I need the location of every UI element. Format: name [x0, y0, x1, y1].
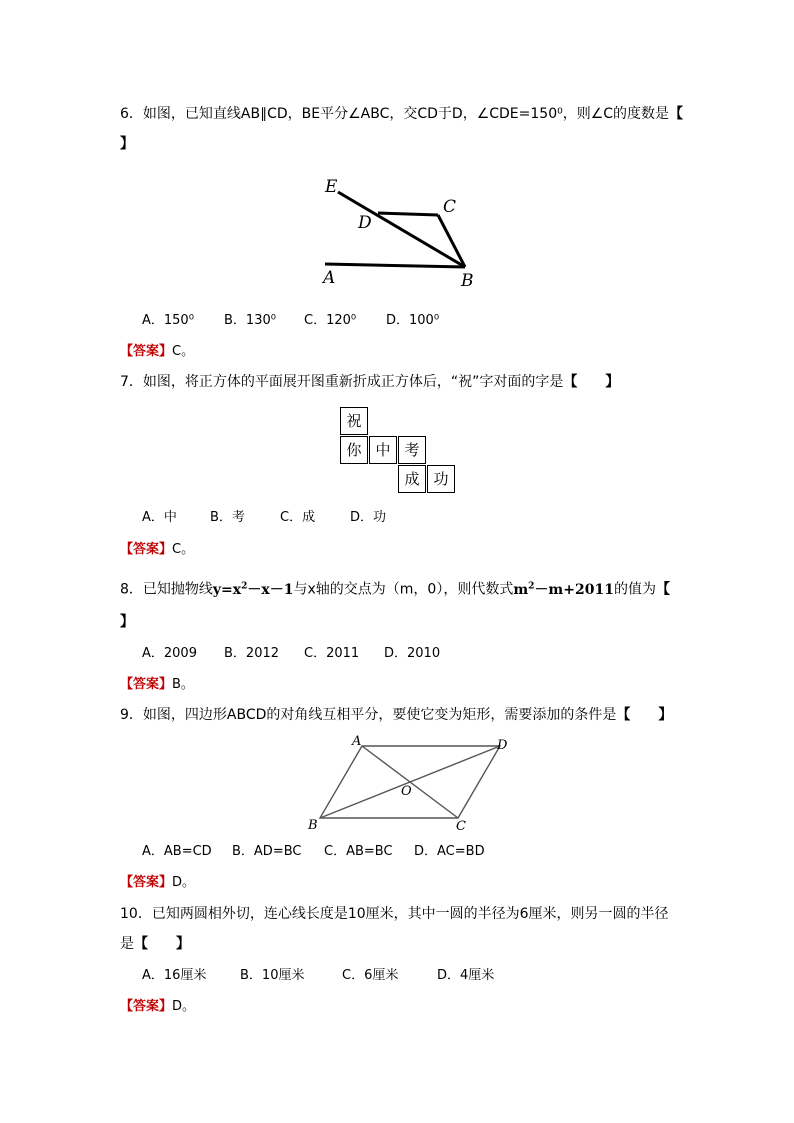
q6-options [142, 312, 439, 330]
q8-equation-expression [513, 582, 614, 598]
q9-answer [120, 874, 195, 892]
q8-eq-part: －m+2011 [534, 581, 614, 598]
q8-eq-exp: 2 [528, 581, 535, 591]
q7-net-cell: 祝 [340, 407, 368, 435]
q8-stem-b: 与x轴的交点为（m，0），则代数式 [293, 581, 514, 598]
q8-options [142, 645, 440, 663]
q7-answer-value: C。 [172, 542, 195, 557]
q8-bracket-open: 【 [655, 581, 670, 598]
q7-answer-tag: 【答案】 [120, 542, 173, 557]
q6-stem: 6．如图，已知直线AB∥CD，BE平分∠ABC，交CD于D，∠CDE=150⁰，则∠C的度数是 [120, 106, 670, 122]
q7-options [142, 509, 386, 527]
q8-answer-tag: 【答案】 [120, 677, 173, 692]
q8-option-c: C．2011 [304, 646, 360, 661]
q10-answer-value: D。 [172, 999, 196, 1014]
q10-stem-end: 是 [120, 936, 134, 952]
q7-bracket: 【 】 [563, 374, 620, 390]
q8-option-a: A．2009 [142, 646, 197, 661]
q7-stem-line [120, 372, 619, 392]
q9-bracket: 【 】 [616, 707, 673, 723]
q9-option-c: C．AB=BC [324, 844, 393, 859]
q8-eq-exp: 2 [241, 581, 248, 591]
q10-answer-tag: 【答案】 [120, 999, 173, 1014]
q6-stem-line [120, 104, 683, 124]
q6-label-b: B [461, 271, 474, 291]
q6-option-a: A．150⁰ [142, 313, 194, 328]
q8-bracket-close: 】 [120, 614, 134, 630]
q9-answer-value: D。 [172, 875, 196, 890]
q9-options [142, 843, 485, 861]
q7-net-cell: 考 [398, 436, 426, 464]
q7-net-cell: 成 [398, 465, 426, 493]
q10-answer [120, 998, 195, 1016]
q8-option-b: B．2012 [224, 646, 280, 661]
q6-answer-tag: 【答案】 [120, 344, 173, 359]
q6-label-c: C [443, 197, 457, 217]
q8-stem-line [120, 576, 670, 600]
q8-eq-part: y=x [212, 581, 242, 598]
q10-options [142, 967, 494, 985]
q6-option-d: D．100⁰ [386, 313, 440, 328]
q7-answer [120, 541, 194, 559]
q6-answer-value: C。 [172, 344, 195, 359]
q8-answer-value: B。 [172, 677, 194, 692]
q7-net-cell: 功 [427, 465, 455, 493]
q6-line-ab [325, 264, 465, 267]
q6-label-a: A [323, 268, 336, 288]
q6-answer [120, 343, 194, 361]
q6-option-c: C．120⁰ [304, 313, 357, 328]
q9-diagonal-bd [320, 746, 500, 818]
q9-label-c: C [456, 819, 466, 834]
q7-option-c: C．成 [280, 510, 316, 525]
q9-figure [300, 732, 520, 836]
q9-option-d: D．AC=BD [414, 844, 485, 859]
q9-label-a: A [352, 734, 362, 749]
q6-line-dc [378, 213, 438, 215]
q7-cube-net [340, 407, 458, 495]
q8-answer [120, 676, 194, 694]
q9-option-a: A．AB=CD [142, 844, 212, 859]
q7-net-cell: 中 [369, 436, 397, 464]
q6-option-b: B．130⁰ [224, 313, 276, 328]
q9-label-d: D [497, 738, 508, 753]
q9-label-o: O [401, 784, 412, 799]
q8-equation-parabola [213, 582, 294, 598]
q7-stem: 7．如图，将正方体的平面展开图重新折成正方体后，“祝”字对面的字是 [120, 374, 564, 390]
q10-option-d: D．4厘米 [437, 968, 495, 983]
q9-option-b: B．AD=BC [232, 844, 302, 859]
q7-option-d: D．功 [350, 510, 387, 525]
q6-label-e: E [325, 177, 338, 197]
q6-label-d: D [358, 213, 372, 233]
q7-option-a: A．中 [142, 510, 177, 525]
q6-bracket-close: 】 [120, 136, 134, 152]
q9-stem: 9．如图，四边形ABCD的对角线互相平分，要使它变为矩形，需要添加的条件是 [120, 707, 617, 723]
q7-net-cell: 你 [340, 436, 368, 464]
q10-option-b: B．10厘米 [240, 968, 305, 983]
q9-label-b: B [308, 818, 318, 833]
q10-option-a: A．16厘米 [142, 968, 207, 983]
q8-eq-part: －x－1 [247, 581, 294, 598]
q8-stem-c: 的值为 [613, 581, 656, 598]
q10-bracket: 【 】 [134, 936, 190, 952]
q8-option-d: D．2010 [384, 646, 441, 661]
q6-bracket-open: 【 [669, 106, 684, 122]
q8-stem-a: 8．已知抛物线 [120, 581, 213, 598]
q7-option-b: B．考 [210, 510, 245, 525]
q9-stem-line [120, 705, 672, 725]
q6-figure [310, 170, 490, 295]
q10-stem-line1: 10．已知两圆相外切，连心线长度是10厘米，其中一圆的半径为6厘米，则另一圆的半径 [120, 906, 669, 922]
q10-stem-line2 [120, 934, 190, 954]
q9-answer-tag: 【答案】 [120, 875, 173, 890]
q8-eq-part: m [513, 581, 529, 598]
q10-option-c: C．6厘米 [342, 968, 399, 983]
